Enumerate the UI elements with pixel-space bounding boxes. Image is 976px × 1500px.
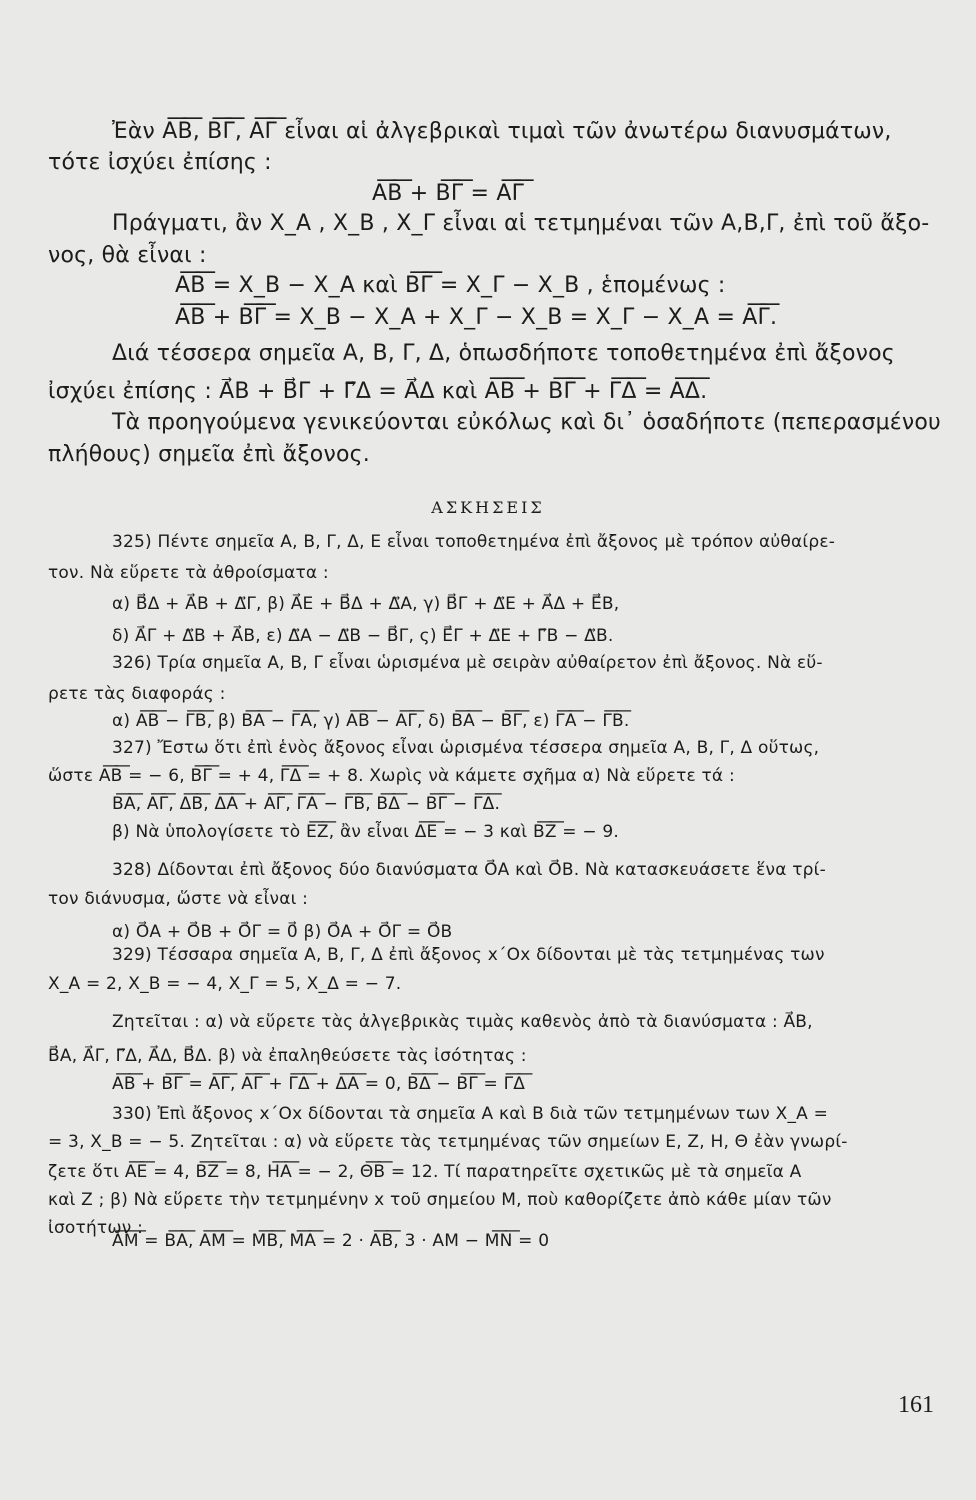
exercise-326-line-1: 326) Τρία σημεῖα Α, Β, Γ εἶναι ὡρισμένα μὲ σειρὰν αὐθαίρετον ἐπὶ ἄξονος. Νὰ εὕ-: [112, 653, 823, 673]
exercise-325-line-2: τον. Νὰ εὕρετε τὰ ἀθροίσματα :: [48, 563, 329, 583]
exercise-327-line-2: ὥστε A͞B͞ = − 6, B͞Γ͞ = + 4, Γ͞Δ͞ = + 8. Χωρὶς νὰ κάμετε σχῆμα α) Νὰ εὕρετε τά :: [48, 766, 735, 786]
exercise-325-sums-2: δ) A⃗Γ + Δ⃗B + A⃗B, ε) Δ⃗A − Δ⃗B − B⃗Γ, ς) E⃗Γ + Δ⃗E + Γ⃗B − Δ⃗B.: [112, 626, 614, 646]
intro-line-10: Τὰ προηγούμενα γενικεύονται εὐκόλως καὶ δι᾽ ὁσαδήποτε (πεπερασμένου: [112, 410, 941, 435]
exercise-328-line-2: τον διάνυσμα, ὥστε νὰ εἶναι :: [48, 889, 309, 909]
intro-equation-3: A͞B͞ + B͞Γ͞ = X_B − X_A + X_Γ − X_B = X_Γ − X_A = A͞Γ͞.: [175, 305, 778, 330]
exercise-330-line-5: ἰσοτήτων :: [48, 1218, 144, 1238]
exercise-328-line-1: 328) Δίδονται ἐπὶ ἄξονος δύο διανύσματα O⃗A καὶ O⃗B. Νὰ κατασκευάσετε ἕνα τρί-: [112, 860, 826, 880]
exercise-330-line-4: καὶ Ζ ; β) Νὰ εὕρετε τὴν τετμημένην x τοῦ σημείου Μ, ποὺ καθορίζετε ἀπὸ κάθε μίαν τῶν: [48, 1190, 832, 1210]
exercise-329-line-1: 329) Τέσσαρα σημεῖα Α, Β, Γ, Δ ἐπὶ ἄξονος x΄Οx δίδονται μὲ τὰς τετμημένας των: [112, 945, 825, 965]
exercise-328-line-3: α) O⃗A + O⃗B + O⃗Γ = 0⃗ β) O⃗A + O⃗Γ = O⃗B: [112, 922, 453, 942]
exercise-329-line-5: A͞B͞ + B͞Γ͞ = A͞Γ͞, A͞Γ͞ + Γ͞Δ͞ + Δ͞A͞ = 0, B͞Δ͞ − B͞Γ͞ = Γ͞Δ͞: [112, 1074, 526, 1094]
exercise-329-line-3: Ζητεῖται : α) νὰ εὕρετε τὰς ἀλγεβρικὰς τιμὰς καθενὸς ἀπὸ τὰ διανύσματα : A⃗B,: [112, 1012, 813, 1032]
exercise-327-line-4: β) Νὰ ὑπολογίσετε τὸ E͞Z͞, ἂν εἶναι Δ͞E͞ = − 3 καὶ B͞Z͞ = − 9.: [112, 822, 619, 842]
page-number: 161: [898, 1392, 934, 1418]
exercise-327-line-3: B͞A͞, A͞Γ͞, Δ͞B͞, Δ͞A͞ + A͞Γ͞, Γ͞A͞ − Γ͞B͞, B͞Δ͞ − B͞Γ͞ − Γ͞Δ͞.: [112, 794, 501, 814]
exercise-330-line-3: ζετε ὅτι A͞E͞ = 4, B͞Z͞ = 8, H͞A͞ = − 2, Θ͞B͞ = 12. Τί παρατηρεῖτε σχετικῶς μὲ τὰ σημεῖα Α: [48, 1162, 802, 1182]
intro-line-5: νος, θὰ εἶναι :: [48, 243, 207, 268]
intro-equation-4: ἰσχύει ἐπίσης : A⃗B + B⃗Γ + Γ⃗Δ = A⃗Δ καὶ A͞B͞ + B͞Γ͞ + Γ͞Δ͞ = A͞Δ͞.: [48, 379, 708, 404]
exercise-326-diffs: α) A͞B͞ − Γ͞B͞, β) B͞A͞ − Γ͞A͞, γ) A͞B͞ − A͞Γ͞, δ) B͞A͞ − B͞Γ͞, ε) Γ͞A͞ − Γ͞B͞.: [112, 711, 630, 731]
exercise-330-equations: A͞M͞ = B͞A͞, A͞M͞ = M͞B͞, M͞A͞ = 2 · A͞B͞, 3 · AM − M͞N͞ = 0: [112, 1231, 550, 1251]
exercise-327-line-1: 327) Ἔστω ὅτι ἐπὶ ἑνὸς ἄξονος εἶναι ὡρισμένα τέσσερα σημεῖα Α, Β, Γ, Δ οὕτως,: [112, 738, 820, 758]
exercise-330-line-2: = 3, X_B = − 5. Ζητεῖται : α) νὰ εὕρετε τὰς τετμημένας τῶν σημείων Ε, Ζ, Η, Θ ἐὰν γνωρί-: [48, 1132, 848, 1152]
exercise-326-line-2: ρετε τὰς διαφοράς :: [48, 684, 226, 704]
intro-line-11: πλήθους) σημεῖα ἐπὶ ἄξονος.: [48, 442, 370, 467]
exercise-329-line-2: X_A = 2, X_B = − 4, X_Γ = 5, X_Δ = − 7.: [48, 974, 402, 994]
exercise-329-line-4: B⃗A, A⃗Γ, Γ⃗Δ, A⃗Δ, B⃗Δ. β) νὰ ἐπαληθεύσετε τὰς ἰσότητας :: [48, 1046, 527, 1066]
intro-line-4: Πράγματι, ἂν X_A , X_B , X_Γ εἶναι αἱ τετμημέναι τῶν Α,Β,Γ, ἐπὶ τοῦ ἄξο-: [112, 211, 930, 236]
exercise-325-sums-1: α) B⃗Δ + A⃗B + Δ⃗Γ, β) A⃗E + B⃗Δ + Δ⃗A, γ) B⃗Γ + Δ⃗E + A⃗Δ + E⃗B,: [112, 594, 620, 614]
intro-line-8: Διά τέσσερα σημεῖα Α, Β, Γ, Δ, ὁπωσδήποτε τοποθετημένα ἐπὶ ἄξονος: [112, 341, 895, 366]
intro-line-2: τότε ἰσχύει ἐπίσης :: [48, 150, 272, 175]
intro-equation-1: A͞B͞ + B͞Γ͞ = A͞Γ͞: [372, 181, 525, 206]
exercise-330-line-1: 330) Ἐπὶ ἄξονος x΄Οx δίδονται τὰ σημεῖα Α καὶ Β διὰ τῶν τετμημένων των X_A =: [112, 1104, 829, 1124]
intro-line-1: Ἐὰν A͞B͞, B͞Γ͞, A͞Γ͞ εἶναι αἱ ἀλγεβρικαὶ τιμαὶ τῶν ἀνωτέρω διανυσμάτων,: [112, 119, 892, 144]
intro-equation-2: A͞B͞ = X_B − X_A καὶ B͞Γ͞ = X_Γ − X_B , ἑπομένως :: [175, 273, 726, 298]
exercises-title: ΑΣΚΗΣΕΙΣ: [431, 498, 545, 517]
exercise-325-line-1: 325) Πέντε σημεῖα Α, Β, Γ, Δ, Ε εἶναι τοποθετημένα ἐπὶ ἄξονος μὲ τρόπον αὐθαίρε-: [112, 532, 836, 552]
